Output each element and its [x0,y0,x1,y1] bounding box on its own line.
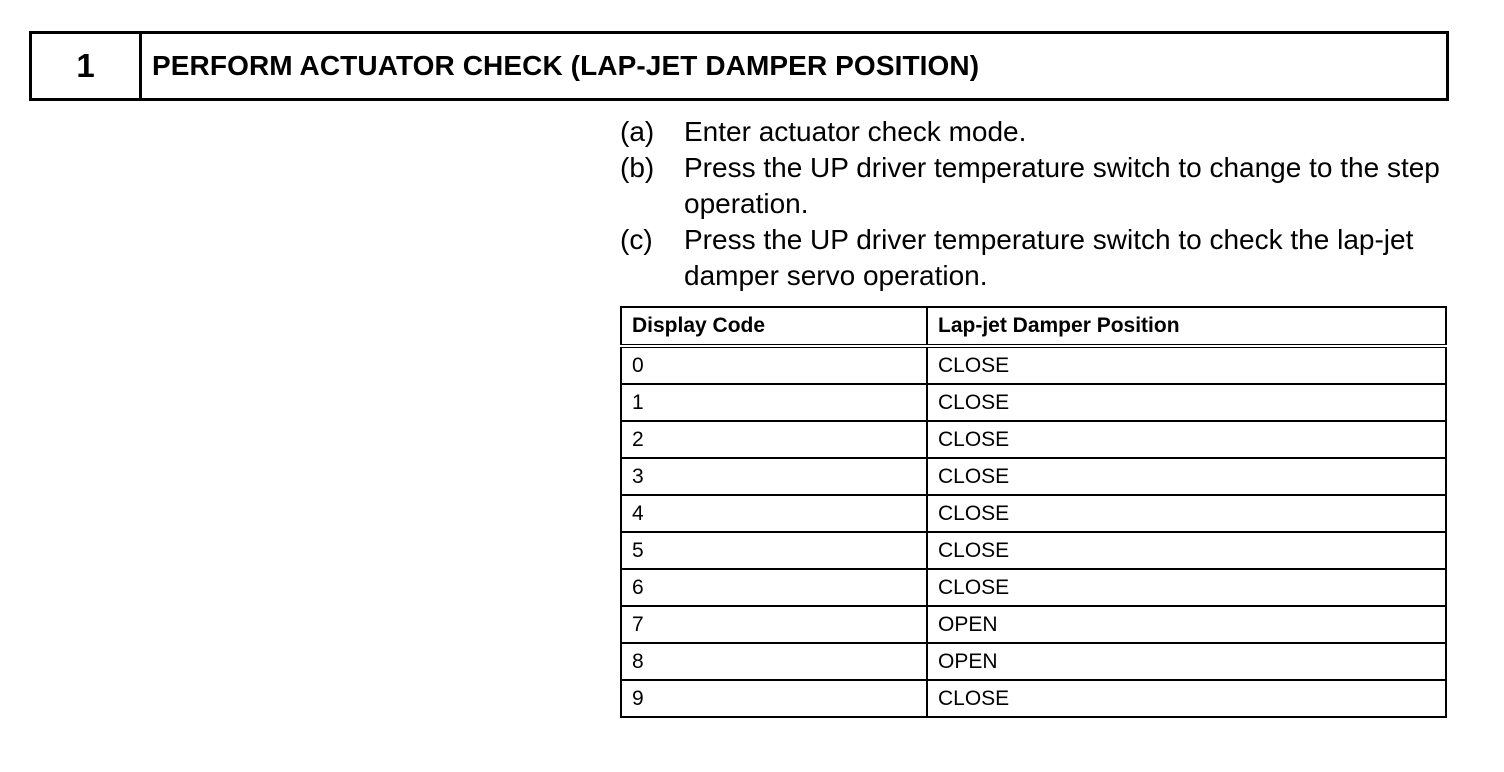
instruction-item [620,114,1450,150]
display-code-cell: 9 [621,680,927,717]
damper-position-cell: CLOSE [927,495,1446,532]
instruction-item [620,150,1450,222]
instruction-text: Press the UP driver temperature switch to change to the step operation. [684,152,1440,219]
step-title: PERFORM ACTUATOR CHECK (LAP-JET DAMPER POSITION) [152,50,980,81]
table-row [621,569,1446,606]
header-damper-position: Lap-jet Damper Position [927,307,1446,346]
instruction-marker: (b) [620,152,655,183]
instruction-marker: (a) [620,116,655,147]
table-row [621,495,1446,532]
display-code-cell: 1 [621,384,927,421]
step-number: 1 [32,34,142,98]
damper-position-cell: CLOSE [927,569,1446,606]
damper-position-cell: CLOSE [927,421,1446,458]
table-row [621,421,1446,458]
instruction-text: Enter actuator check mode. [684,116,1027,147]
table-row [621,643,1446,680]
damper-position-cell: OPEN [927,606,1446,643]
table-row [621,458,1446,495]
display-code-table [620,306,1447,718]
table-row [621,346,1446,384]
instruction-marker: (c) [620,224,653,255]
damper-position-cell: CLOSE [927,384,1446,421]
display-code-cell: 0 [621,346,927,384]
table-row [621,606,1446,643]
table-row [621,532,1446,569]
header-display-code: Display Code [621,307,927,346]
damper-position-cell: CLOSE [927,346,1446,384]
step-header [29,31,1449,101]
damper-position-cell: CLOSE [927,458,1446,495]
table-row [621,384,1446,421]
display-code-cell: 7 [621,606,927,643]
display-code-cell: 4 [621,495,927,532]
display-code-cell: 5 [621,532,927,569]
table-header-row [621,307,1446,346]
damper-position-cell: OPEN [927,643,1446,680]
display-code-cell: 6 [621,569,927,606]
table-row [621,680,1446,717]
display-code-cell: 8 [621,643,927,680]
display-code-cell: 2 [621,421,927,458]
damper-position-cell: CLOSE [927,680,1446,717]
instruction-text: Press the UP driver temperature switch to check the lap-jet damper servo operation. [684,224,1414,291]
instruction-item [620,222,1450,294]
display-code-cell: 3 [621,458,927,495]
damper-position-cell: CLOSE [927,532,1446,569]
instruction-list [620,114,1450,294]
